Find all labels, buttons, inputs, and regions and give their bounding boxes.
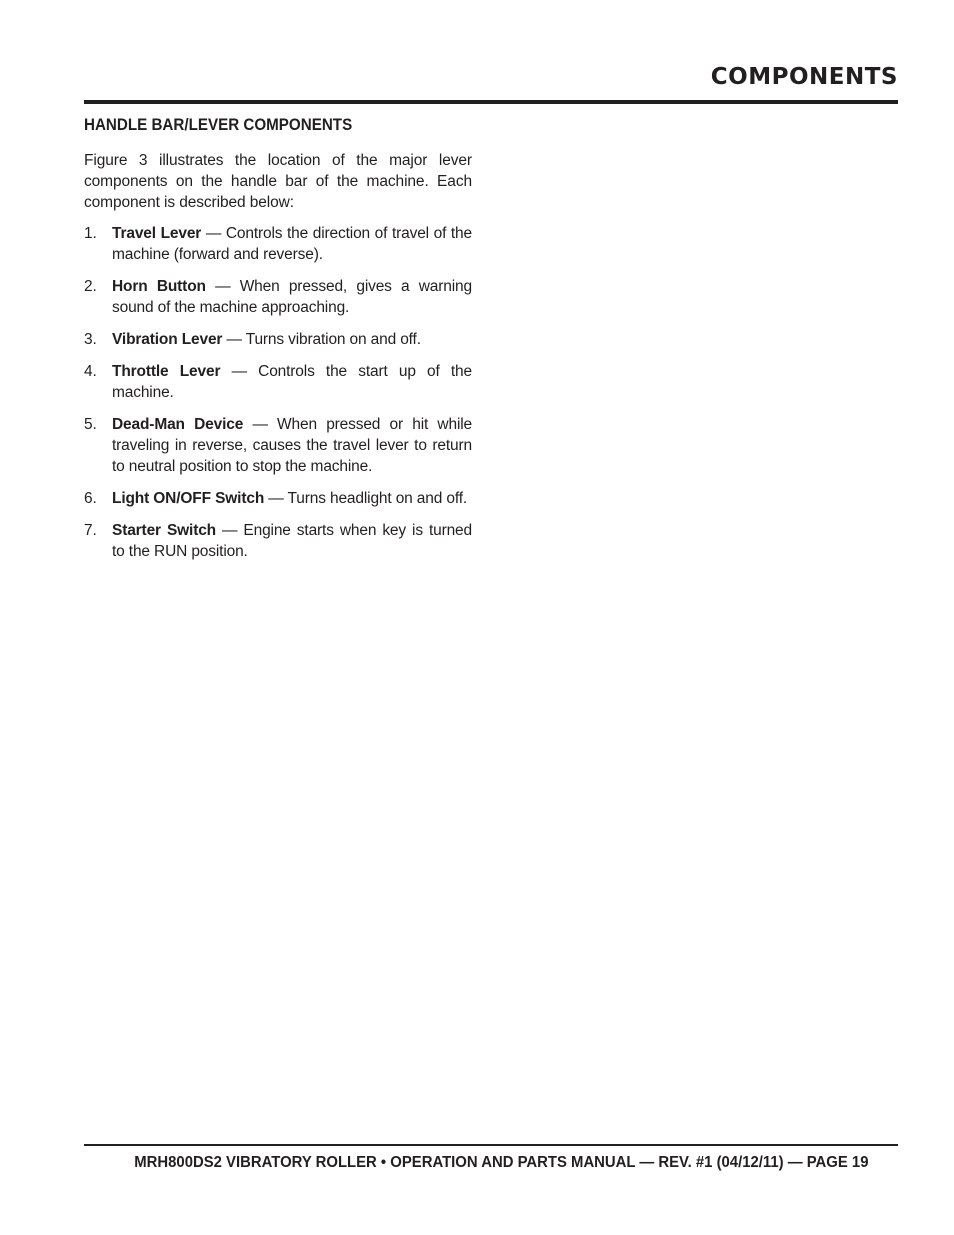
header-rule [84, 100, 898, 104]
item-text [112, 520, 472, 562]
item-number: 4. [84, 363, 97, 380]
item-text [112, 223, 472, 265]
section-heading: HANDLE BAR/LEVER COMPONENTS [84, 116, 353, 134]
page-title: COMPONENTS [710, 64, 898, 90]
item-text [112, 414, 472, 477]
list-item [84, 414, 472, 477]
list-item [84, 488, 472, 509]
item-number: 3. [84, 331, 97, 348]
page-footer [84, 1144, 898, 1184]
item-name: Starter Switch [112, 522, 216, 539]
list-item [84, 276, 472, 318]
item-name: Throttle Lever [112, 363, 221, 380]
item-number: 2. [84, 278, 97, 295]
item-name: Vibration Lever [112, 331, 223, 348]
list-item [84, 520, 472, 562]
list-item [84, 361, 472, 403]
component-list [84, 223, 472, 562]
list-item [84, 329, 472, 350]
main-content [84, 114, 472, 573]
footer-text: MRH800DS2 VIBRATORY ROLLER • OPERATION AND PARTS MANUAL — REV. #1 (04/12/11) — PAGE 19 [133, 1154, 868, 1171]
item-number: 1. [84, 225, 97, 242]
item-number: 7. [84, 522, 97, 539]
item-name: Horn Button [112, 278, 206, 295]
item-description: — Turns vibration on and off. [222, 331, 421, 348]
item-description: — Engine starts when key is turned to the RUN position. [112, 522, 472, 560]
item-text [112, 361, 472, 403]
item-text [112, 276, 472, 318]
item-text [112, 488, 472, 509]
item-description: — Controls the direction of travel of the machine (forward and reverse). [112, 225, 472, 263]
item-number: 5. [84, 416, 97, 433]
page-header [84, 62, 898, 104]
list-item [84, 223, 472, 265]
item-description: — When pressed or hit while traveling in reverse, causes the travel lever to return to neutral position to stop the machine. [112, 416, 472, 475]
item-name: Travel Lever [112, 225, 202, 242]
intro-paragraph: Figure 3 illustrates the location of the major lever components on the handle bar of the machine. Each component is described below: [84, 152, 472, 211]
item-name: Light ON/OFF Switch [112, 490, 265, 507]
footer-rule [84, 1144, 898, 1146]
item-description: — Turns headlight on and off. [264, 490, 468, 507]
item-description: — Controls the start up of the machine. [112, 363, 472, 401]
item-text [112, 329, 472, 350]
item-description: — When pressed, gives a warning sound of the machine approaching. [112, 278, 472, 316]
item-name: Dead-Man Device [112, 416, 244, 433]
item-number: 6. [84, 490, 97, 507]
